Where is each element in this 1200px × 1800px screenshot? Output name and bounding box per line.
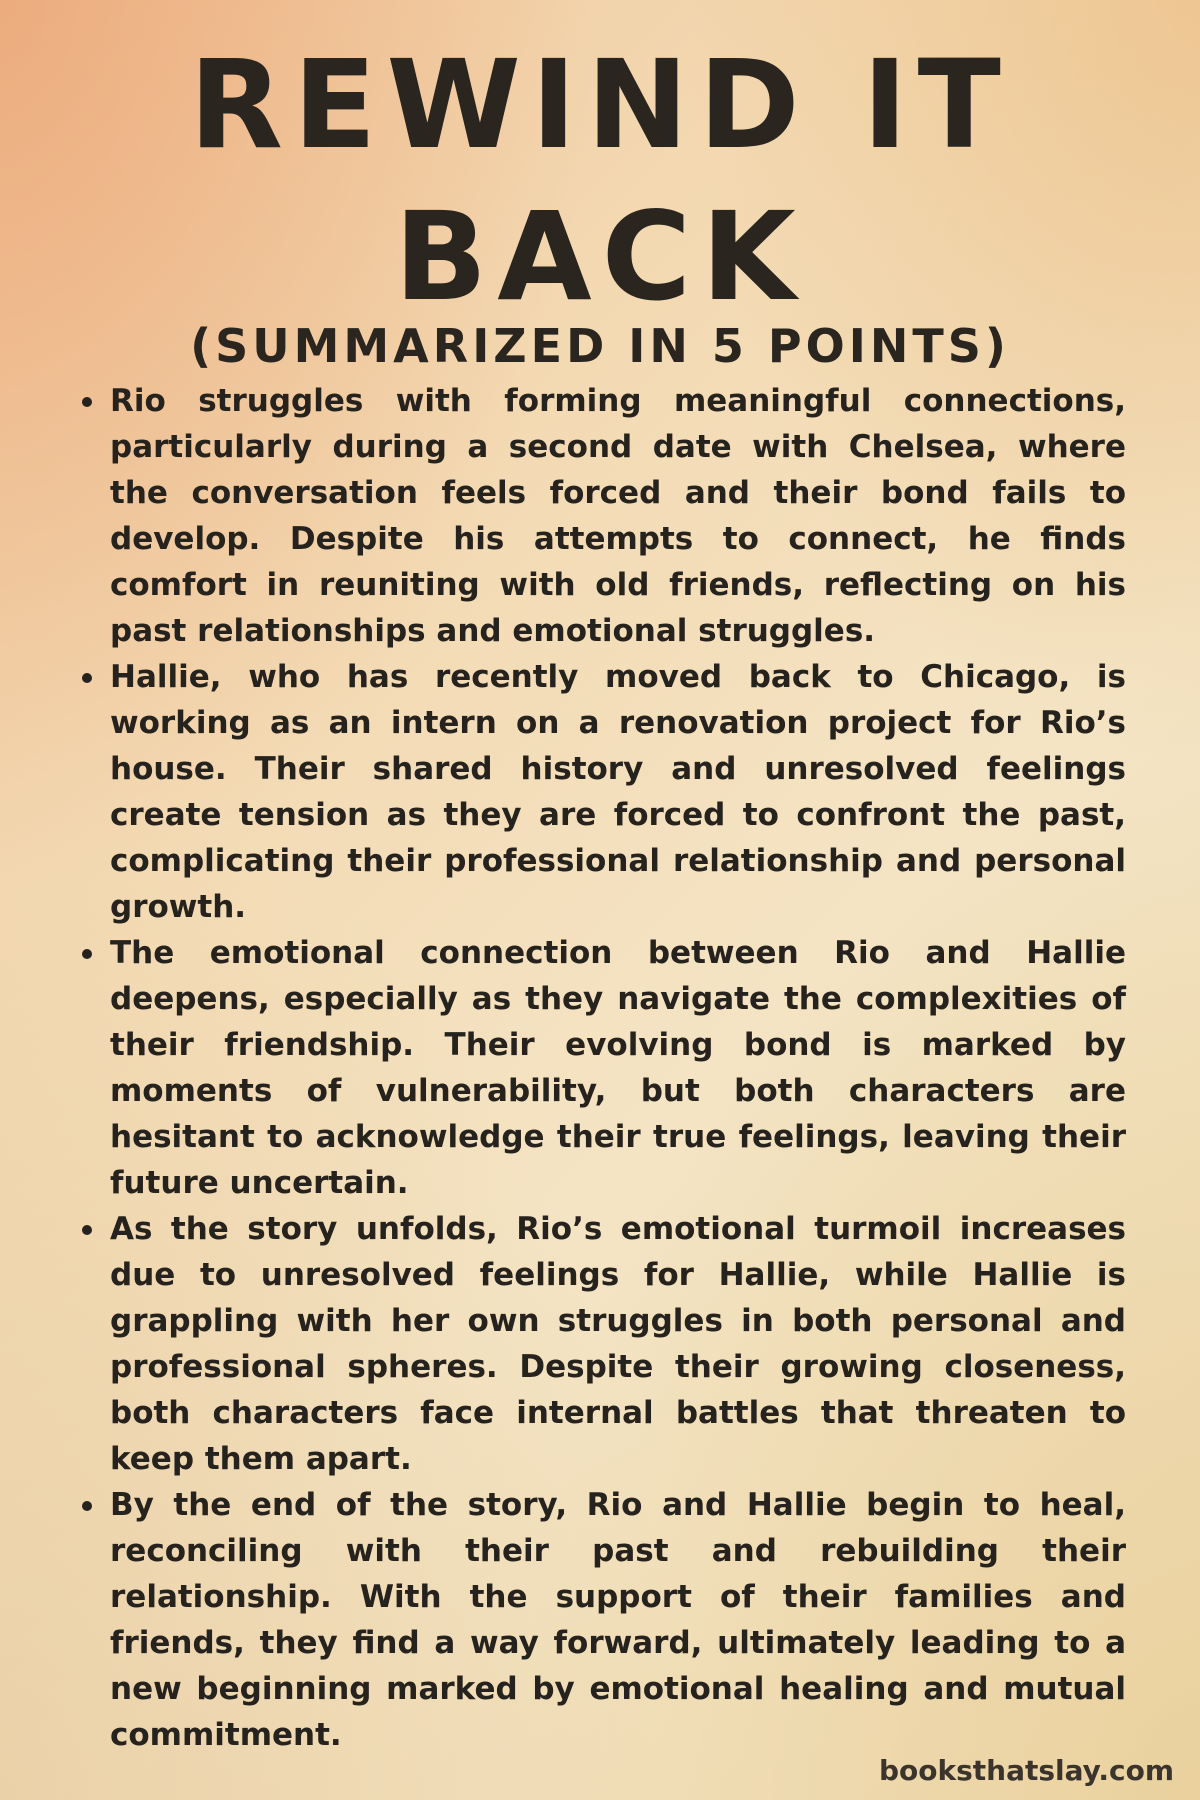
- summary-point: [78, 1206, 1126, 1482]
- summary-point: [78, 378, 1126, 654]
- bullet-icon: [82, 673, 92, 683]
- summary-point: [78, 1482, 1126, 1758]
- summary-point-text: As the story unfolds, Rio’s emotional turmoil increases due to unresolved feelings for Hallie, while Hallie is grappling with her own struggles in both personal and professional spheres. Despite their growing closeness, both characters face internal battles that threaten to keep them apart.: [110, 1211, 1126, 1477]
- bullet-icon: [82, 1501, 92, 1511]
- summary-point: [78, 930, 1126, 1206]
- website-credit: booksthatslay.com: [878, 1754, 1174, 1787]
- title-line-2: BACK: [394, 186, 806, 328]
- subtitle: (SUMMARIZED IN 5 POINTS): [190, 319, 1010, 373]
- summary-point-text: Hallie, who has recently moved back to Chicago, is working as an intern on a renovation project for Rio’s house. Their shared history and unresolved feelings create tension as they are forced to confront the past, complicating their professional relationship and personal growth.: [110, 659, 1126, 925]
- summary-point-text: The emotional connection between Rio and Hallie deepens, especially as they navigate the complexities of their friendship. Their evolving bond is marked by moments of vulnerability, but both characters are hesitant to acknowledge their true feelings, leaving their future uncertain.: [110, 935, 1126, 1201]
- summary-points-list: [78, 378, 1126, 1758]
- summary-point-text: Rio struggles with forming meaningful connections, particularly during a second date with Chelsea, where the conversation feels forced and their bond fails to develop. Despite his attempts to connect, he finds comfort in reuniting with old friends, reflecting on his past relationships and emotional struggles.: [110, 383, 1126, 649]
- bullet-icon: [82, 949, 92, 959]
- title-line-1: REWIND IT: [189, 34, 1011, 176]
- bullet-icon: [82, 1225, 92, 1235]
- summary-point-text: By the end of the story, Rio and Hallie begin to heal, reconciling with their past and rebuilding their relationship. With the support of their families and friends, they find a way forward, ultimately leading to a new beginning marked by emotional healing and mutual commitment.: [110, 1487, 1126, 1753]
- bullet-icon: [82, 397, 92, 407]
- summary-point: [78, 654, 1126, 930]
